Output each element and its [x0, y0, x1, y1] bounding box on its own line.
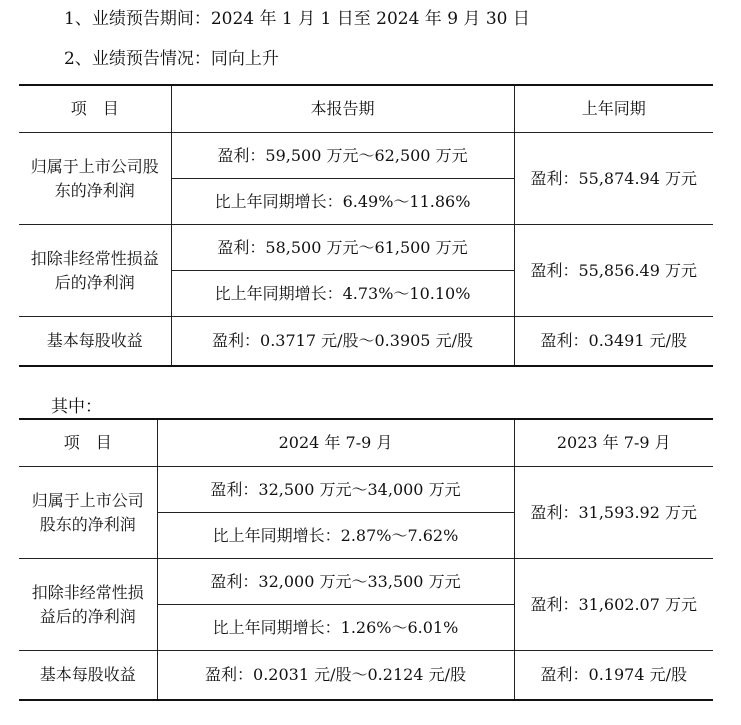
row-label-adjusted-profit: 扣除非经常性损益后的净利润 — [19, 225, 171, 317]
prior-eps: 盈利：0.3491 元/股 — [514, 317, 713, 367]
table-header-row — [19, 85, 713, 133]
forecast-status-line: 2、业绩预告情况：同向上升 — [64, 49, 279, 69]
table-row-eps — [19, 651, 713, 701]
row-label-net-profit: 归属于上市公司股东的净利润 — [19, 467, 157, 559]
current-eps-range: 盈利：0.2031 元/股～0.2124 元/股 — [157, 651, 514, 701]
header-prior-period: 2023 年 7-9 月 — [514, 419, 713, 467]
header-item: 项 目 — [19, 85, 171, 133]
table-row — [19, 133, 713, 179]
prior-profit: 盈利：55,874.94 万元 — [514, 133, 713, 225]
prior-profit: 盈利：31,593.92 万元 — [514, 467, 713, 559]
current-profit-range: 盈利：32,000 万元～33,500 万元 — [157, 559, 514, 605]
current-growth-range: 比上年同期增长：6.49%～11.86% — [171, 179, 514, 225]
row-label-eps: 基本每股收益 — [19, 651, 157, 701]
row-label-eps: 基本每股收益 — [19, 317, 171, 367]
current-growth-range: 比上年同期增长：4.73%～10.10% — [171, 271, 514, 317]
row-label-net-profit: 归属于上市公司股东的净利润 — [19, 133, 171, 225]
table-header-row — [19, 419, 713, 467]
header-prior-period: 上年同期 — [514, 85, 713, 133]
current-profit-range: 盈利：58,500 万元～61,500 万元 — [171, 225, 514, 271]
forecast-period-line: 1、业绩预告期间：2024 年 1 月 1 日至 2024 年 9 月 30 日 — [64, 9, 530, 29]
table-row — [19, 467, 713, 513]
row-label-adjusted-profit: 扣除非经常性损益后的净利润 — [19, 559, 157, 651]
prior-profit: 盈利：55,856.49 万元 — [514, 225, 713, 317]
current-profit-range: 盈利：59,500 万元～62,500 万元 — [171, 133, 514, 179]
sub-label: 其中： — [51, 397, 102, 417]
current-growth-range: 比上年同期增长：1.26%～6.01% — [157, 605, 514, 651]
current-growth-range: 比上年同期增长：2.87%～7.62% — [157, 513, 514, 559]
prior-eps: 盈利：0.1974 元/股 — [514, 651, 713, 701]
table-row — [19, 559, 713, 605]
header-item: 项 目 — [19, 419, 157, 467]
current-eps-range: 盈利：0.3717 元/股～0.3905 元/股 — [171, 317, 514, 367]
header-current-period: 2024 年 7-9 月 — [157, 419, 514, 467]
table-row — [19, 225, 713, 271]
forecast-table-ytd — [19, 84, 713, 367]
prior-profit: 盈利：31,602.07 万元 — [514, 559, 713, 651]
header-current-period: 本报告期 — [171, 85, 514, 133]
forecast-table-q3 — [19, 418, 713, 701]
current-profit-range: 盈利：32,500 万元～34,000 万元 — [157, 467, 514, 513]
table-row-eps — [19, 317, 713, 367]
